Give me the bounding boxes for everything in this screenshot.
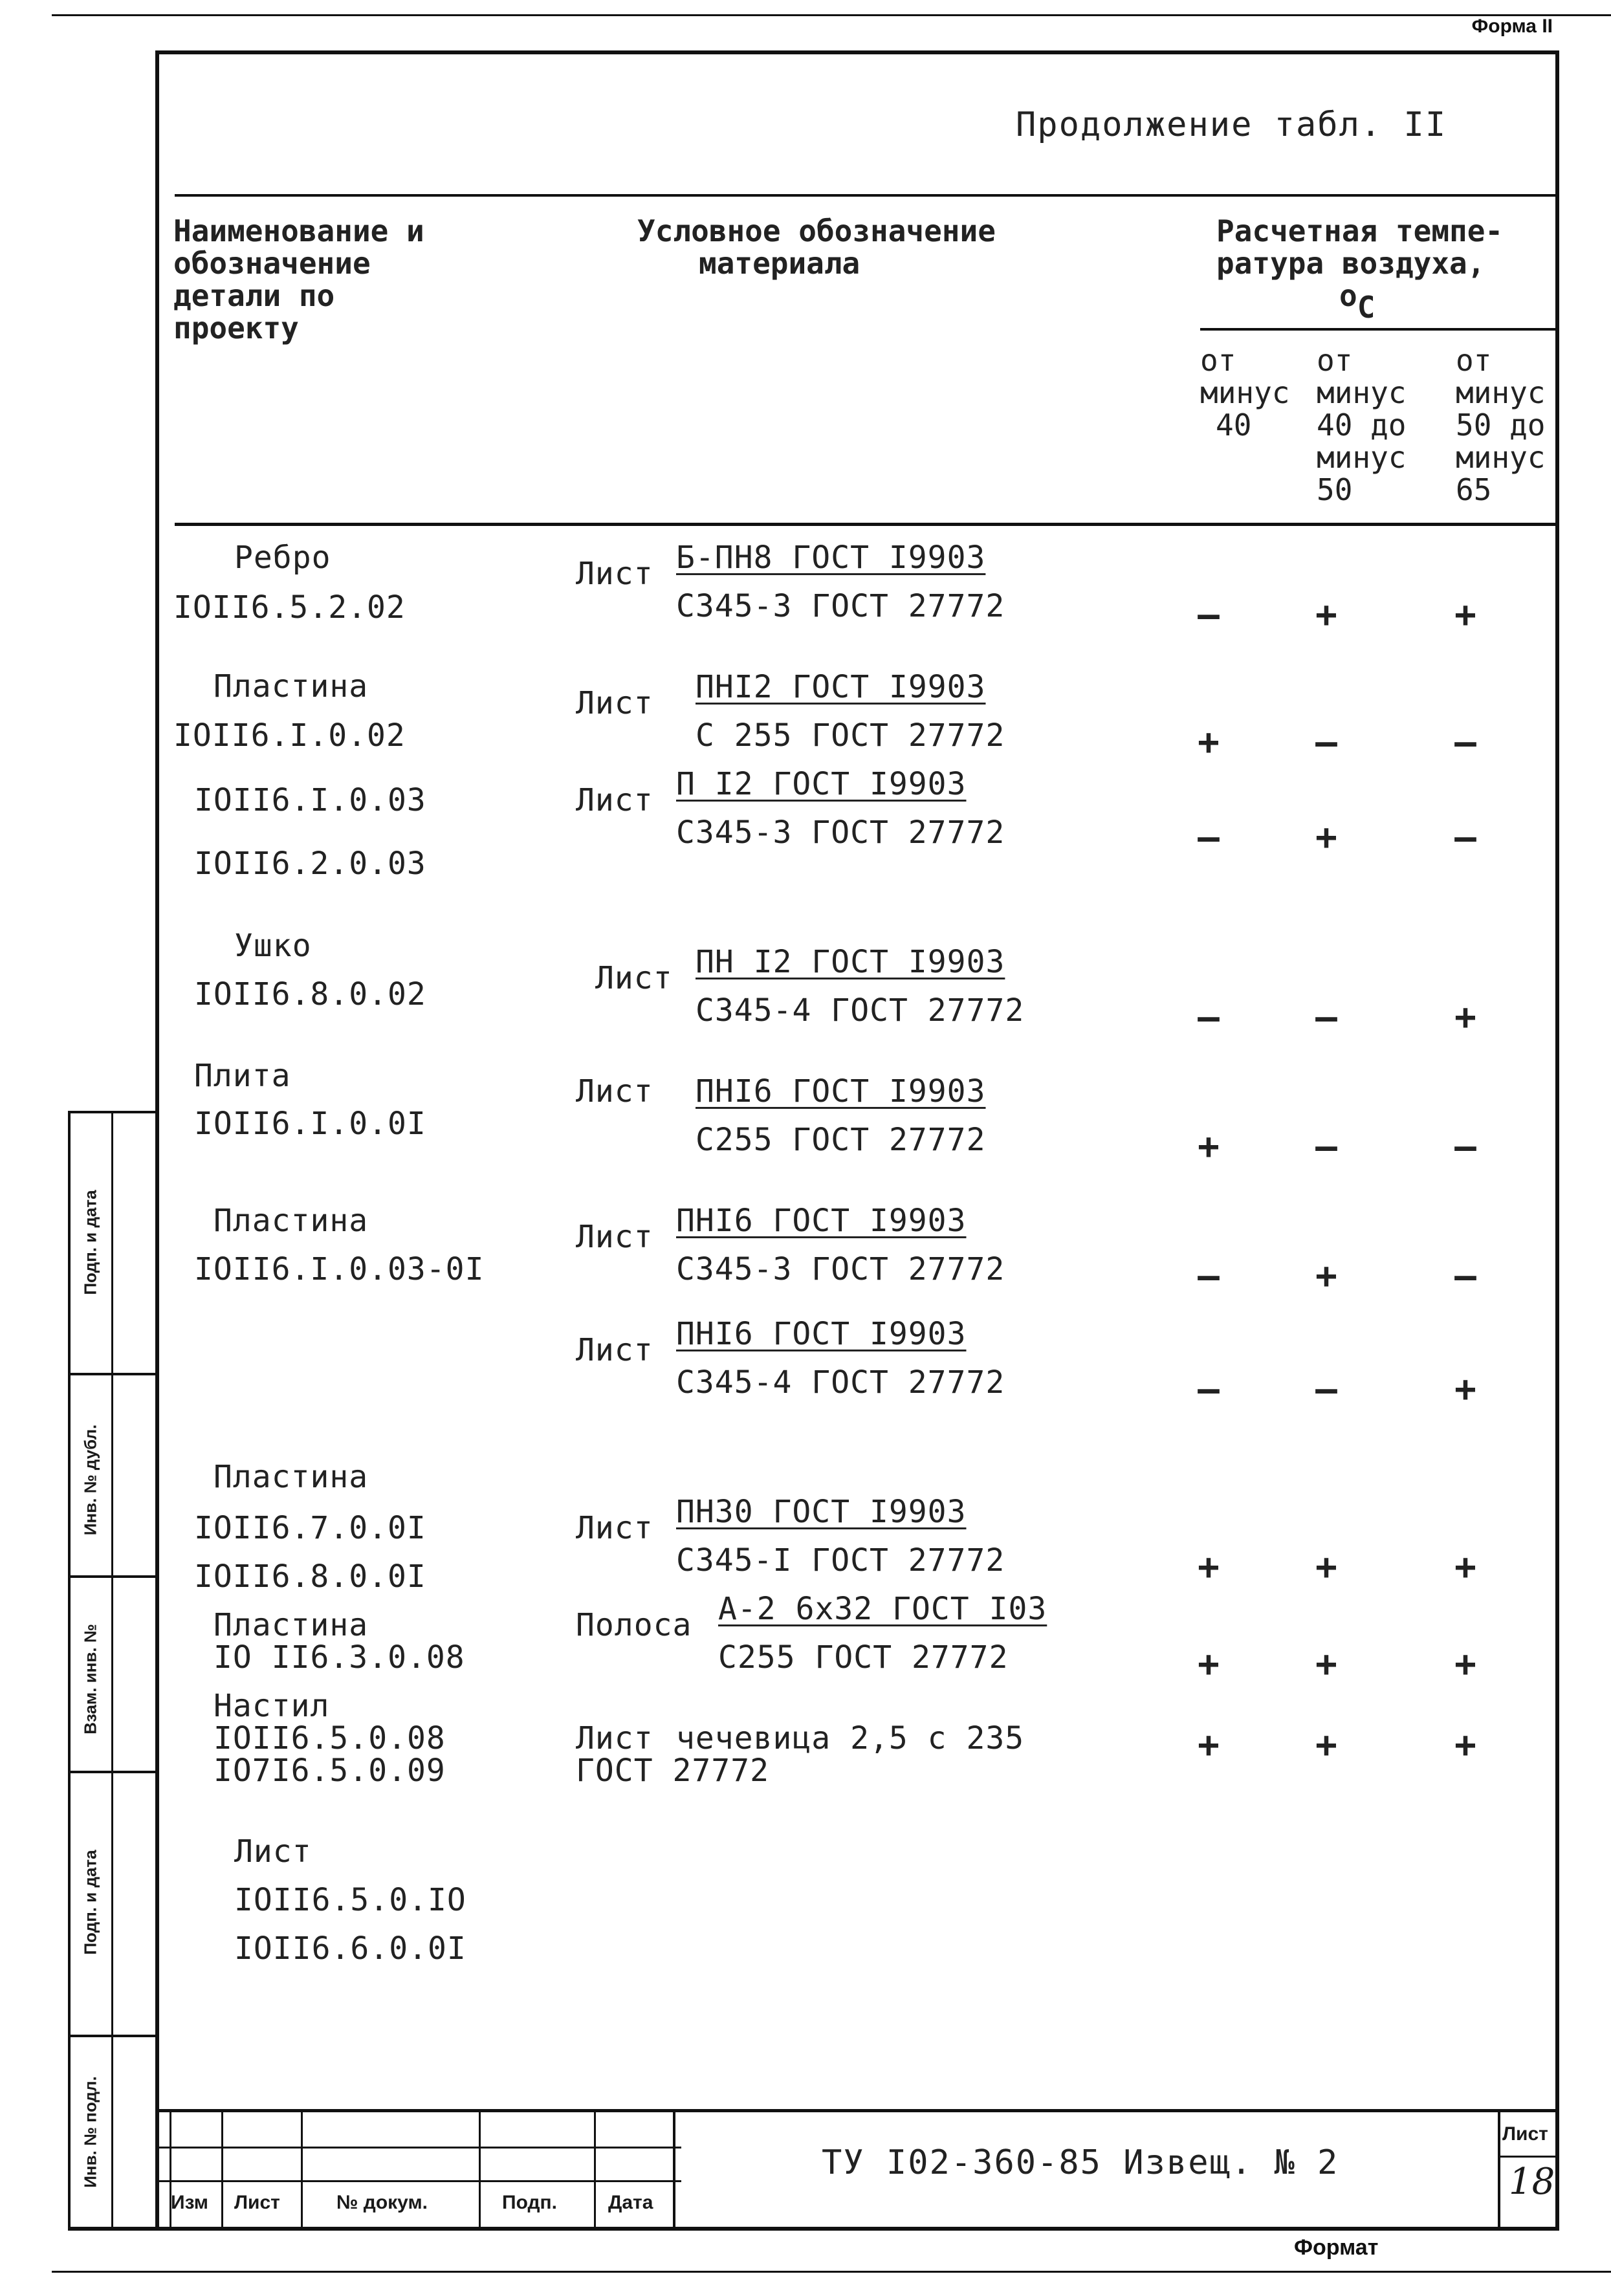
part-code: IO7I6.5.0.09 bbox=[214, 1753, 446, 1789]
part-name: Настил bbox=[214, 1688, 330, 1724]
mark-col2: + bbox=[1315, 1643, 1337, 1685]
header-temperature: Расчетная темпе- ратура воздуха, оС bbox=[1216, 213, 1504, 325]
stamp-vzam-inv: Взам. инв. № bbox=[80, 1624, 100, 1734]
material-top: ПНI6 ГОСТ I9903 bbox=[676, 1203, 967, 1239]
frame-bottom bbox=[68, 2227, 1559, 2231]
material-bottom: С345-I ГОСТ 27772 bbox=[676, 1542, 1005, 1579]
tb-row-1 bbox=[157, 2147, 681, 2148]
stamp-sep-3 bbox=[68, 1771, 157, 1773]
part-code: IOII6.6.0.0I bbox=[234, 1930, 466, 1967]
tb-col-3 bbox=[301, 2109, 303, 2229]
material-bottom: С255 ГОСТ 27772 bbox=[696, 1122, 986, 1158]
mark-col3: + bbox=[1454, 996, 1476, 1038]
stamp-podp-data-2: Подп. и дата bbox=[80, 1850, 100, 1955]
mark-col2: – bbox=[1315, 1126, 1337, 1168]
tb-label-list: Лист bbox=[234, 2192, 280, 2213]
material-top: П I2 ГОСТ I9903 bbox=[676, 766, 967, 802]
mark-col1: + bbox=[1198, 721, 1220, 763]
material-top: ПНI2 ГОСТ I9903 bbox=[696, 669, 986, 705]
material-top: ПН I2 ГОСТ I9903 bbox=[696, 944, 1005, 980]
tb-sheet-label: Лист bbox=[1502, 2123, 1548, 2145]
mark-col2: + bbox=[1315, 816, 1337, 858]
stamp-podp-data-1: Подп. и дата bbox=[80, 1190, 100, 1295]
bottom-rule bbox=[52, 2271, 1611, 2273]
material-prefix: Лист bbox=[576, 1219, 653, 1255]
tb-top bbox=[157, 2109, 1559, 2112]
mark-col2: – bbox=[1315, 721, 1337, 763]
material-top: ПН30 ГОСТ I9903 bbox=[676, 1494, 967, 1530]
part-code: IOII6.5.0.08 bbox=[214, 1720, 446, 1756]
stamp-inv-podl: Инв. № подл. bbox=[80, 2076, 100, 2188]
tb-col-5 bbox=[594, 2109, 596, 2229]
material-bottom: С 255 ГОСТ 27772 bbox=[696, 717, 1005, 754]
mark-col2: + bbox=[1315, 594, 1337, 636]
unit-degree: о bbox=[1339, 278, 1357, 313]
part-code: IOII6.I.0.03 bbox=[194, 782, 426, 818]
tb-sheet-sep bbox=[1498, 2156, 1559, 2158]
part-name: Пластина bbox=[214, 1607, 369, 1643]
part-code: IOII6.8.0.0I bbox=[194, 1558, 426, 1595]
mark-col3: + bbox=[1454, 1643, 1476, 1685]
form-label: Форма II bbox=[1471, 16, 1553, 37]
material-prefix: Лист bbox=[576, 556, 653, 592]
part-code: IOII6.I.0.02 bbox=[173, 717, 406, 754]
mark-col2: – bbox=[1315, 996, 1337, 1038]
top-rule bbox=[52, 14, 1611, 16]
material-prefix: Лист bbox=[576, 685, 653, 721]
material-prefix: Лист bbox=[595, 960, 673, 996]
stamp-sep-1 bbox=[68, 1373, 157, 1375]
material-bottom: ГОСТ 27772 bbox=[576, 1753, 769, 1789]
mark-col1: + bbox=[1198, 1724, 1220, 1766]
part-code: IOII6.8.0.02 bbox=[194, 976, 426, 1012]
mark-col3: + bbox=[1454, 1368, 1476, 1410]
tb-col-6 bbox=[673, 2109, 675, 2229]
unit-celsius: С bbox=[1357, 290, 1375, 325]
mark-col1: – bbox=[1198, 594, 1220, 636]
part-code: IOII6.7.0.0I bbox=[194, 1510, 426, 1546]
mark-col2: + bbox=[1315, 1255, 1337, 1297]
tb-col-4 bbox=[479, 2109, 481, 2229]
frame-top bbox=[155, 50, 1559, 54]
stamp-divider bbox=[111, 1111, 113, 2231]
part-name: Пластина bbox=[214, 668, 369, 705]
mark-col1: + bbox=[1198, 1643, 1220, 1685]
tb-label-nom-dokum: № докум. bbox=[336, 2192, 428, 2213]
mark-col3: – bbox=[1454, 721, 1476, 763]
mark-col1: – bbox=[1198, 1255, 1220, 1297]
part-code: IOII6.I.0.0I bbox=[194, 1106, 426, 1142]
mark-col3: – bbox=[1454, 1126, 1476, 1168]
mark-col3: + bbox=[1454, 1546, 1476, 1588]
material-prefix: Лист bbox=[576, 782, 653, 818]
part-code: IOII6.2.0.03 bbox=[194, 846, 426, 882]
material-bottom: С345-4 ГОСТ 27772 bbox=[696, 992, 1025, 1029]
part-name: Пластина bbox=[214, 1459, 369, 1495]
material-bottom: С345-3 ГОСТ 27772 bbox=[676, 1251, 1005, 1287]
mark-col2: + bbox=[1315, 1724, 1337, 1766]
doc-designation: ТУ I02-360-85 Извещ. № 2 bbox=[822, 2143, 1339, 2182]
temp-sub-rule bbox=[1200, 328, 1559, 331]
stamp-top bbox=[68, 1111, 157, 1113]
stamp-sep-4 bbox=[68, 2035, 157, 2037]
material-top: ПНI6 ГОСТ I9903 bbox=[696, 1073, 986, 1110]
header-sub-1: от минус 40 bbox=[1200, 343, 1290, 443]
tb-label-data: Дата bbox=[608, 2192, 653, 2213]
frame-right bbox=[1555, 50, 1559, 2231]
mark-col1: + bbox=[1198, 1546, 1220, 1588]
header-top-rule bbox=[175, 194, 1559, 197]
material-prefix: Лист bbox=[576, 1332, 653, 1368]
mark-col3: – bbox=[1454, 1255, 1476, 1297]
header-material: Условное обозначение материала bbox=[637, 213, 996, 281]
material-prefix: Лист bbox=[576, 1073, 653, 1110]
mark-col3: + bbox=[1454, 1724, 1476, 1766]
tb-col-2 bbox=[221, 2109, 223, 2229]
mark-col2: – bbox=[1315, 1368, 1337, 1410]
material-top: А-2 6х32 ГОСТ I03 bbox=[718, 1591, 1047, 1627]
part-name: Плита bbox=[194, 1058, 291, 1094]
stamp-inv-dubl: Инв. № дубл. bbox=[80, 1424, 100, 1536]
tb-label-izm: Изм bbox=[171, 2192, 208, 2213]
material-prefix: Лист bbox=[576, 1720, 653, 1756]
tb-label-podp: Подп. bbox=[502, 2192, 557, 2213]
mark-col1: – bbox=[1198, 816, 1220, 858]
part-code: IOII6.5.0.IO bbox=[234, 1882, 466, 1918]
frame-left bbox=[155, 50, 159, 2231]
stamp-sep-2 bbox=[68, 1575, 157, 1578]
mark-col1: + bbox=[1198, 1126, 1220, 1168]
header-sub-2: от минус 40 до минус 50 bbox=[1317, 343, 1407, 507]
tb-col-7 bbox=[1498, 2109, 1500, 2229]
material-bottom: С255 ГОСТ 27772 bbox=[718, 1639, 1009, 1676]
part-name: Ушко bbox=[234, 928, 312, 964]
continuation-title: Продолжение табл. II bbox=[1016, 105, 1447, 144]
part-name: Пластина bbox=[214, 1203, 369, 1239]
material-top: ПНI6 ГОСТ I9903 bbox=[676, 1316, 967, 1352]
material-bottom: С345-4 ГОСТ 27772 bbox=[676, 1364, 1005, 1401]
material-prefix: Полоса bbox=[576, 1607, 692, 1643]
material-top: Б-ПН8 ГОСТ I9903 bbox=[676, 540, 986, 576]
part-name: Ребро bbox=[234, 540, 331, 576]
part-code: IOII6.I.0.03-0I bbox=[194, 1251, 485, 1287]
part-code: IO II6.3.0.08 bbox=[214, 1639, 465, 1676]
mark-col3: – bbox=[1454, 816, 1476, 858]
material-prefix: Лист bbox=[576, 1510, 653, 1546]
material-top: чечевица 2,5 с 235 bbox=[676, 1720, 1025, 1756]
mark-col2: + bbox=[1315, 1546, 1337, 1588]
mark-col1: – bbox=[1198, 996, 1220, 1038]
stamp-border-left bbox=[68, 1111, 71, 2231]
header-part-name: Наименование и обозначение детали по проекту bbox=[173, 213, 424, 345]
sheet-number: 18 bbox=[1509, 2161, 1555, 2203]
mark-col1: – bbox=[1198, 1368, 1220, 1410]
part-code: IOII6.5.2.02 bbox=[173, 589, 406, 626]
material-bottom: С345-3 ГОСТ 27772 bbox=[676, 588, 1005, 624]
part-name: Лист bbox=[234, 1833, 312, 1870]
material-bottom: С345-3 ГОСТ 27772 bbox=[676, 815, 1005, 851]
tb-row-2 bbox=[157, 2180, 681, 2182]
header-sub-3: от минус 50 до минус 65 bbox=[1456, 343, 1546, 507]
format-label: Формат bbox=[1294, 2235, 1379, 2260]
mark-col3: + bbox=[1454, 594, 1476, 636]
header-bottom-rule bbox=[175, 523, 1559, 526]
